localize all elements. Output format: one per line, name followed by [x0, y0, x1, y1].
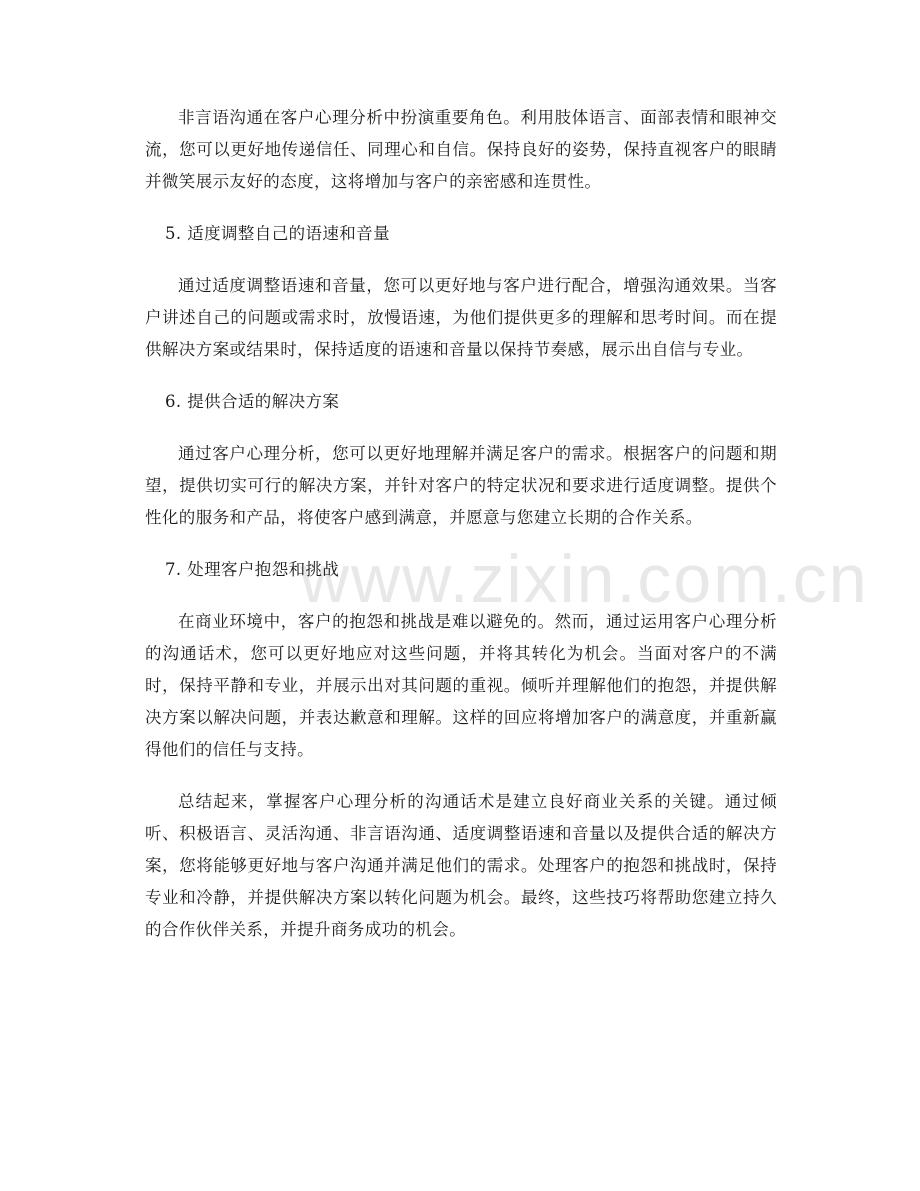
paragraph-solutions: 通过客户心理分析，您可以更好地理解并满足客户的需求。根据客户的问题和期望，提供切实可行的解决方案，并针对客户的特定状况和要求进行适度调整。提供个性化的服务和产品，将使客户感到满意，并愿意与您建立长期的合作关系。: [145, 444, 777, 527]
section-heading-5: 5. 适度调整自己的语速和音量: [165, 224, 390, 243]
section-heading-6: 6. 提供合适的解决方案: [165, 392, 340, 411]
paragraph-summary: 总结起来，掌握客户心理分析的沟通话术是建立良好商业关系的关键。通过倾听、积极语言、灵活沟通、非言语沟通、适度调整语速和音量以及提供合适的解决方案，您将能够更好地与客户沟通并满足他们的需求。处理客户的抱怨和挑战时，保持专业和冷静，并提供解决方案以转化问题为机会。最终，这些技巧将帮助您建立持久的合作伙伴关系，并提升商务成功的机会。: [145, 792, 777, 939]
paragraph-complaints: 在商业环境中，客户的抱怨和挑战是难以避免的。然而，通过运用客户心理分析的沟通话术，您可以更好地应对这些问题，并将其转化为机会。当面对客户的不满时，保持平静和专业，并展示出对其问题的重视。倾听并理解他们的抱怨，并提供解决方案以解决问题，并表达歉意和理解。这样的回应将增加客户的满意度，并重新赢得他们的信任与支持。: [145, 612, 777, 759]
watermark: www.zixin.com.cn: [300, 541, 869, 617]
paragraph-speech-rate: 通过适度调整语速和音量，您可以更好地与客户进行配合，增强沟通效果。当客户讲述自己的问题或需求时，放慢语速，为他们提供更多的理解和思考时间。而在提供解决方案或结果时，保持适度的语速和音量以保持节奏感，展示出自信与专业。: [145, 276, 777, 359]
paragraph-nonverbal: 非言语沟通在客户心理分析中扮演重要角色。利用肢体语言、面部表情和眼神交流，您可以更好地传递信任、同理心和自信。保持良好的姿势，保持直视客户的眼睛并微笑展示友好的态度，这将增加与客户的亲密感和连贯性。: [145, 108, 777, 191]
document-body: [145, 102, 777, 966]
section-heading-7: 7. 处理客户抱怨和挑战: [165, 560, 340, 579]
